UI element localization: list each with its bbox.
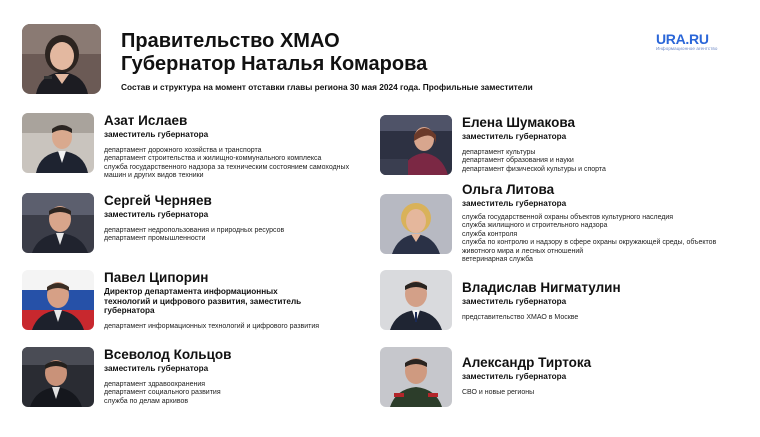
department-item: департамент строительства и жилищно-коммунального комплекса — [104, 155, 322, 163]
department-item: служба по делам архивов — [104, 397, 189, 405]
department-item: служба государственного надзора за техническим состоянием самоходных машин и других видов техники — [104, 163, 350, 180]
person-role: заместитель губернатора — [104, 210, 209, 219]
title-line-1: Правительство ХМАО — [121, 30, 340, 52]
person-name: Александр Тиртока — [462, 355, 592, 370]
governor-photo — [22, 24, 101, 94]
person-photo — [380, 270, 452, 330]
department-item: департамент социального развития — [104, 389, 221, 397]
person-name: Владислав Нигматулин — [462, 280, 621, 295]
person-photo — [22, 347, 94, 407]
person-role: Директор департамента информационных технологий и цифрового развития, заместитель губернатора — [104, 287, 302, 315]
person-name: Павел Ципорин — [104, 270, 209, 285]
logo-tagline: Информационное агентство — [656, 46, 718, 51]
person-photo — [22, 113, 94, 173]
person-role: заместитель губернатора — [462, 199, 567, 208]
title-line-2: Губернатор Наталья Комарова — [121, 53, 428, 75]
person-role: заместитель губернатора — [462, 297, 567, 306]
ura-logo[interactable] — [656, 32, 726, 52]
department-item: департамент информационных технологий и цифрового развития — [104, 322, 320, 330]
person-name: Всеволод Кольцов — [104, 347, 232, 362]
person-name: Ольга Литова — [462, 182, 555, 197]
page-subtitle: Состав и структура на момент отставки главы региона 30 мая 2024 года. Профильные заместители — [121, 82, 533, 92]
person-photo — [380, 194, 452, 254]
department-item: департамент дорожного хозяйства и транспорта — [104, 146, 262, 154]
department-item: представительство ХМАО в Москве — [462, 313, 579, 321]
person-role: заместитель губернатора — [104, 364, 209, 373]
person-role: заместитель губернатора — [462, 132, 567, 141]
department-item: служба государственной охраны объектов культурного наследия — [462, 213, 674, 221]
person-role: заместитель губернатора — [104, 130, 209, 139]
department-item: департамент недропользования и природных ресурсов — [104, 226, 285, 234]
department-item: департамент культуры — [462, 148, 536, 156]
department-item: департамент физической культуры и спорта — [462, 165, 606, 173]
department-item: служба контроля — [462, 230, 518, 238]
person-name: Сергей Черняев — [104, 193, 212, 208]
person-photo — [380, 115, 452, 175]
department-item: служба жилищного и строительного надзора — [462, 222, 608, 230]
department-item: департамент здравоохранения — [104, 380, 206, 388]
person-photo — [22, 193, 94, 253]
logo-brand: URA.RU — [656, 31, 709, 47]
department-item: ветеринарная служба — [462, 256, 533, 264]
person-role: заместитель губернатора — [462, 372, 567, 381]
person-name: Азат Ислаев — [104, 113, 188, 128]
person-photo — [22, 270, 94, 330]
department-item: департамент промышленности — [104, 235, 206, 243]
department-item: департамент образования и науки — [462, 157, 574, 165]
person-name: Елена Шумакова — [462, 115, 575, 130]
person-photo — [380, 347, 452, 407]
page-title — [121, 30, 601, 76]
department-item: служба по контролю и надзору в сфере охраны окружающей среды, объектов животного мира и лесных отношений — [462, 239, 717, 255]
department-item: СВО и новые регионы — [462, 388, 535, 396]
